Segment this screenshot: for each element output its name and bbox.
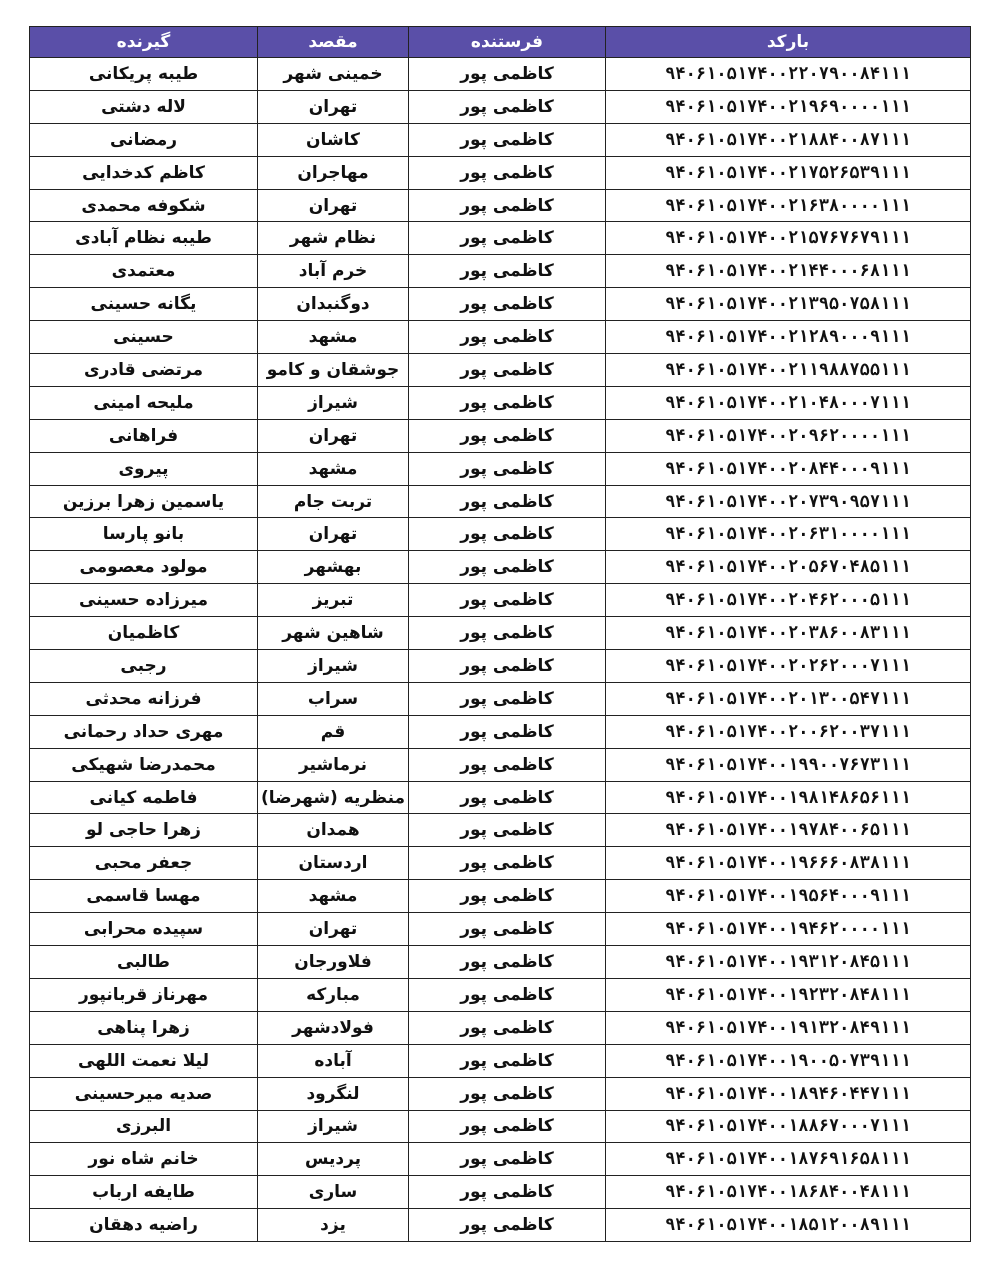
destination-cell: پردیس	[258, 1143, 409, 1176]
destination-cell: فلاورجان	[258, 946, 409, 979]
sender-cell: کاظمی پور	[409, 1176, 606, 1209]
destination-cell: تهران	[258, 913, 409, 946]
table-row	[30, 551, 971, 584]
sender-cell: کاظمی پور	[409, 1110, 606, 1143]
header-barcode: بارکد	[606, 27, 971, 58]
sender-cell: کاظمی پور	[409, 650, 606, 683]
sender-cell: کاظمی پور	[409, 946, 606, 979]
destination-cell: شاهین شهر	[258, 617, 409, 650]
receiver-cell: شکوفه محمدی	[30, 189, 258, 222]
barcode-cell: ۹۴۰۶۱۰۵۱۷۴۰۰۱۹۹۰۰۷۶۷۳۱۱۱	[606, 748, 971, 781]
barcode-cell: ۹۴۰۶۱۰۵۱۷۴۰۰۱۹۱۳۲۰۸۴۹۱۱۱	[606, 1011, 971, 1044]
sender-cell: کاظمی پور	[409, 90, 606, 123]
table-row	[30, 1044, 971, 1077]
table-row	[30, 485, 971, 518]
table-row	[30, 386, 971, 419]
sender-cell: کاظمی پور	[409, 222, 606, 255]
receiver-cell: راضیه دهقان	[30, 1209, 258, 1242]
table-row	[30, 748, 971, 781]
sender-cell: کاظمی پور	[409, 452, 606, 485]
destination-cell: آباده	[258, 1044, 409, 1077]
sender-cell: کاظمی پور	[409, 814, 606, 847]
table-row	[30, 354, 971, 387]
receiver-cell: کاظم کدخدایی	[30, 156, 258, 189]
sender-cell: کاظمی پور	[409, 978, 606, 1011]
sender-cell: کاظمی پور	[409, 1044, 606, 1077]
receiver-cell: مولود معصومی	[30, 551, 258, 584]
receiver-cell: ملیحه امینی	[30, 386, 258, 419]
destination-cell: جوشقان و کامو	[258, 354, 409, 387]
destination-cell: تبریز	[258, 584, 409, 617]
destination-cell: کاشان	[258, 123, 409, 156]
table-header	[30, 27, 971, 58]
table-row	[30, 946, 971, 979]
destination-cell: نظام شهر	[258, 222, 409, 255]
barcode-cell: ۹۴۰۶۱۰۵۱۷۴۰۰۲۲۰۷۹۰۰۸۴۱۱۱	[606, 58, 971, 91]
sender-cell: کاظمی پور	[409, 354, 606, 387]
receiver-cell: رمضانی	[30, 123, 258, 156]
barcode-cell: ۹۴۰۶۱۰۵۱۷۴۰۰۲۱۸۸۴۰۰۸۷۱۱۱	[606, 123, 971, 156]
header-sender: فرستنده	[409, 27, 606, 58]
sender-cell: کاظمی پور	[409, 781, 606, 814]
receiver-cell: سپیده محرابی	[30, 913, 258, 946]
table-row	[30, 847, 971, 880]
table-row	[30, 222, 971, 255]
destination-cell: یزد	[258, 1209, 409, 1242]
destination-cell: لنگرود	[258, 1077, 409, 1110]
sender-cell: کاظمی پور	[409, 156, 606, 189]
barcode-cell: ۹۴۰۶۱۰۵۱۷۴۰۰۲۰۱۳۰۰۵۴۷۱۱۱	[606, 682, 971, 715]
table-row	[30, 419, 971, 452]
receiver-cell: فراهانی	[30, 419, 258, 452]
receiver-cell: فاطمه کیانی	[30, 781, 258, 814]
table-row	[30, 1143, 971, 1176]
barcode-cell: ۹۴۰۶۱۰۵۱۷۴۰۰۲۰۶۳۱۰۰۰۰۱۱۱	[606, 518, 971, 551]
destination-cell: مبارکه	[258, 978, 409, 1011]
sender-cell: کاظمی پور	[409, 255, 606, 288]
sender-cell: کاظمی پور	[409, 58, 606, 91]
barcode-cell: ۹۴۰۶۱۰۵۱۷۴۰۰۲۱۲۸۹۰۰۰۹۱۱۱	[606, 321, 971, 354]
sender-cell: کاظمی پور	[409, 485, 606, 518]
sender-cell: کاظمی پور	[409, 1077, 606, 1110]
receiver-cell: فرزانه محدثی	[30, 682, 258, 715]
barcode-cell: ۹۴۰۶۱۰۵۱۷۴۰۰۲۰۸۴۴۰۰۰۹۱۱۱	[606, 452, 971, 485]
barcode-cell: ۹۴۰۶۱۰۵۱۷۴۰۰۱۹۶۶۶۰۸۳۸۱۱۱	[606, 847, 971, 880]
receiver-cell: مهری حداد رحمانی	[30, 715, 258, 748]
barcode-cell: ۹۴۰۶۱۰۵۱۷۴۰۰۱۹۷۸۴۰۰۶۵۱۱۱	[606, 814, 971, 847]
sender-cell: کاظمی پور	[409, 386, 606, 419]
destination-cell: خرم آباد	[258, 255, 409, 288]
table-row	[30, 58, 971, 91]
header-destination: مقصد	[258, 27, 409, 58]
receiver-cell: یگانه حسینی	[30, 288, 258, 321]
barcode-cell: ۹۴۰۶۱۰۵۱۷۴۰۰۱۸۸۶۷۰۰۰۷۱۱۱	[606, 1110, 971, 1143]
receiver-cell: طایفه ارباب	[30, 1176, 258, 1209]
sender-cell: کاظمی پور	[409, 288, 606, 321]
barcode-cell: ۹۴۰۶۱۰۵۱۷۴۰۰۱۹۳۱۲۰۸۴۵۱۱۱	[606, 946, 971, 979]
sender-cell: کاظمی پور	[409, 682, 606, 715]
destination-cell: شیراز	[258, 386, 409, 419]
table-row	[30, 1077, 971, 1110]
receiver-cell: لاله دشتی	[30, 90, 258, 123]
table-row	[30, 650, 971, 683]
barcode-cell: ۹۴۰۶۱۰۵۱۷۴۰۰۱۸۶۸۴۰۰۴۸۱۱۱	[606, 1176, 971, 1209]
destination-cell: مشهد	[258, 321, 409, 354]
receiver-cell: زهرا پناهی	[30, 1011, 258, 1044]
sender-cell: کاظمی پور	[409, 880, 606, 913]
barcode-cell: ۹۴۰۶۱۰۵۱۷۴۰۰۱۸۷۶۹۱۶۵۸۱۱۱	[606, 1143, 971, 1176]
header-row	[30, 27, 971, 58]
sender-cell: کاظمی پور	[409, 584, 606, 617]
barcode-cell: ۹۴۰۶۱۰۵۱۷۴۰۰۱۹۲۳۲۰۸۴۸۱۱۱	[606, 978, 971, 1011]
destination-cell: منظریه (شهرضا)	[258, 781, 409, 814]
barcode-cell: ۹۴۰۶۱۰۵۱۷۴۰۰۲۰۷۳۹۰۹۵۷۱۱۱	[606, 485, 971, 518]
barcode-cell: ۹۴۰۶۱۰۵۱۷۴۰۰۲۱۳۹۵۰۷۵۸۱۱۱	[606, 288, 971, 321]
destination-cell: ساری	[258, 1176, 409, 1209]
sender-cell: کاظمی پور	[409, 617, 606, 650]
destination-cell: تهران	[258, 189, 409, 222]
barcode-cell: ۹۴۰۶۱۰۵۱۷۴۰۰۲۱۵۷۶۷۶۷۹۱۱۱	[606, 222, 971, 255]
receiver-cell: طیبه پریکانی	[30, 58, 258, 91]
table-row	[30, 584, 971, 617]
barcode-cell: ۹۴۰۶۱۰۵۱۷۴۰۰۱۸۹۴۶۰۴۴۷۱۱۱	[606, 1077, 971, 1110]
receiver-cell: کاظمیان	[30, 617, 258, 650]
sender-cell: کاظمی پور	[409, 913, 606, 946]
destination-cell: اردستان	[258, 847, 409, 880]
barcode-cell: ۹۴۰۶۱۰۵۱۷۴۰۰۲۰۰۶۲۰۰۳۷۱۱۱	[606, 715, 971, 748]
table-row	[30, 321, 971, 354]
destination-cell: شیراز	[258, 1110, 409, 1143]
receiver-cell: یاسمین زهرا برزین	[30, 485, 258, 518]
receiver-cell: معتمدی	[30, 255, 258, 288]
barcode-cell: ۹۴۰۶۱۰۵۱۷۴۰۰۲۱۶۳۸۰۰۰۰۱۱۱	[606, 189, 971, 222]
table-row	[30, 123, 971, 156]
destination-cell: خمینی شهر	[258, 58, 409, 91]
receiver-cell: جعفر محبی	[30, 847, 258, 880]
destination-cell: تهران	[258, 90, 409, 123]
barcode-cell: ۹۴۰۶۱۰۵۱۷۴۰۰۲۱۷۵۲۶۵۳۹۱۱۱	[606, 156, 971, 189]
barcode-cell: ۹۴۰۶۱۰۵۱۷۴۰۰۲۰۹۶۲۰۰۰۰۱۱۱	[606, 419, 971, 452]
table-row	[30, 255, 971, 288]
table-row	[30, 814, 971, 847]
receiver-cell: مهرناز قربانپور	[30, 978, 258, 1011]
header-receiver: گیرنده	[30, 27, 258, 58]
destination-cell: تربت جام	[258, 485, 409, 518]
barcode-cell: ۹۴۰۶۱۰۵۱۷۴۰۰۱۹۰۰۵۰۷۳۹۱۱۱	[606, 1044, 971, 1077]
barcode-cell: ۹۴۰۶۱۰۵۱۷۴۰۰۲۰۲۶۲۰۰۰۷۱۱۱	[606, 650, 971, 683]
table-row	[30, 1176, 971, 1209]
destination-cell: تهران	[258, 419, 409, 452]
destination-cell: بهشهر	[258, 551, 409, 584]
barcode-cell: ۹۴۰۶۱۰۵۱۷۴۰۰۱۹۵۶۴۰۰۰۹۱۱۱	[606, 880, 971, 913]
table-row	[30, 518, 971, 551]
barcode-cell: ۹۴۰۶۱۰۵۱۷۴۰۰۲۱۰۴۸۰۰۰۷۱۱۱	[606, 386, 971, 419]
table-row	[30, 617, 971, 650]
table-row	[30, 781, 971, 814]
receiver-cell: صدیه میرحسینی	[30, 1077, 258, 1110]
table-row	[30, 978, 971, 1011]
receiver-cell: پیروی	[30, 452, 258, 485]
table-body	[30, 58, 971, 1242]
receiver-cell: البرزی	[30, 1110, 258, 1143]
table-row	[30, 1209, 971, 1242]
table-row	[30, 1110, 971, 1143]
destination-cell: نرماشیر	[258, 748, 409, 781]
destination-cell: همدان	[258, 814, 409, 847]
sender-cell: کاظمی پور	[409, 419, 606, 452]
receiver-cell: طالبی	[30, 946, 258, 979]
table-row	[30, 715, 971, 748]
receiver-cell: محمدرضا شهیکی	[30, 748, 258, 781]
barcode-cell: ۹۴۰۶۱۰۵۱۷۴۰۰۲۱۹۶۹۰۰۰۰۱۱۱	[606, 90, 971, 123]
barcode-cell: ۹۴۰۶۱۰۵۱۷۴۰۰۲۰۵۶۷۰۴۸۵۱۱۱	[606, 551, 971, 584]
table-row	[30, 452, 971, 485]
destination-cell: شیراز	[258, 650, 409, 683]
sender-cell: کاظمی پور	[409, 551, 606, 584]
shipment-table	[29, 26, 971, 1242]
table-row	[30, 288, 971, 321]
table-row	[30, 90, 971, 123]
destination-cell: مهاجران	[258, 156, 409, 189]
receiver-cell: لیلا نعمت اللهی	[30, 1044, 258, 1077]
destination-cell: سراب	[258, 682, 409, 715]
barcode-cell: ۹۴۰۶۱۰۵۱۷۴۰۰۲۰۴۶۲۰۰۰۵۱۱۱	[606, 584, 971, 617]
sender-cell: کاظمی پور	[409, 715, 606, 748]
barcode-cell: ۹۴۰۶۱۰۵۱۷۴۰۰۲۱۱۹۸۸۷۵۵۱۱۱	[606, 354, 971, 387]
sender-cell: کاظمی پور	[409, 1011, 606, 1044]
barcode-cell: ۹۴۰۶۱۰۵۱۷۴۰۰۱۸۵۱۲۰۰۸۹۱۱۱	[606, 1209, 971, 1242]
barcode-cell: ۹۴۰۶۱۰۵۱۷۴۰۰۲۰۳۸۶۰۰۸۳۱۱۱	[606, 617, 971, 650]
barcode-cell: ۹۴۰۶۱۰۵۱۷۴۰۰۲۱۴۴۰۰۰۶۸۱۱۱	[606, 255, 971, 288]
receiver-cell: خانم شاه نور	[30, 1143, 258, 1176]
table-row	[30, 880, 971, 913]
destination-cell: قم	[258, 715, 409, 748]
receiver-cell: حسینی	[30, 321, 258, 354]
destination-cell: دوگنبدان	[258, 288, 409, 321]
receiver-cell: طیبه نظام آبادی	[30, 222, 258, 255]
receiver-cell: مرتضی قادری	[30, 354, 258, 387]
receiver-cell: رجبی	[30, 650, 258, 683]
destination-cell: تهران	[258, 518, 409, 551]
shipment-sheet	[29, 26, 970, 1242]
destination-cell: فولادشهر	[258, 1011, 409, 1044]
table-row	[30, 1011, 971, 1044]
barcode-cell: ۹۴۰۶۱۰۵۱۷۴۰۰۱۹۴۶۲۰۰۰۰۱۱۱	[606, 913, 971, 946]
sender-cell: کاظمی پور	[409, 748, 606, 781]
table-row	[30, 913, 971, 946]
receiver-cell: مهسا قاسمی	[30, 880, 258, 913]
sender-cell: کاظمی پور	[409, 189, 606, 222]
sender-cell: کاظمی پور	[409, 847, 606, 880]
sender-cell: کاظمی پور	[409, 1143, 606, 1176]
sender-cell: کاظمی پور	[409, 123, 606, 156]
table-row	[30, 189, 971, 222]
table-row	[30, 682, 971, 715]
sender-cell: کاظمی پور	[409, 321, 606, 354]
sender-cell: کاظمی پور	[409, 518, 606, 551]
barcode-cell: ۹۴۰۶۱۰۵۱۷۴۰۰۱۹۸۱۴۸۶۵۶۱۱۱	[606, 781, 971, 814]
receiver-cell: میرزاده حسینی	[30, 584, 258, 617]
destination-cell: مشهد	[258, 452, 409, 485]
sender-cell: کاظمی پور	[409, 1209, 606, 1242]
receiver-cell: زهرا حاجی لو	[30, 814, 258, 847]
receiver-cell: بانو پارسا	[30, 518, 258, 551]
destination-cell: مشهد	[258, 880, 409, 913]
table-row	[30, 156, 971, 189]
